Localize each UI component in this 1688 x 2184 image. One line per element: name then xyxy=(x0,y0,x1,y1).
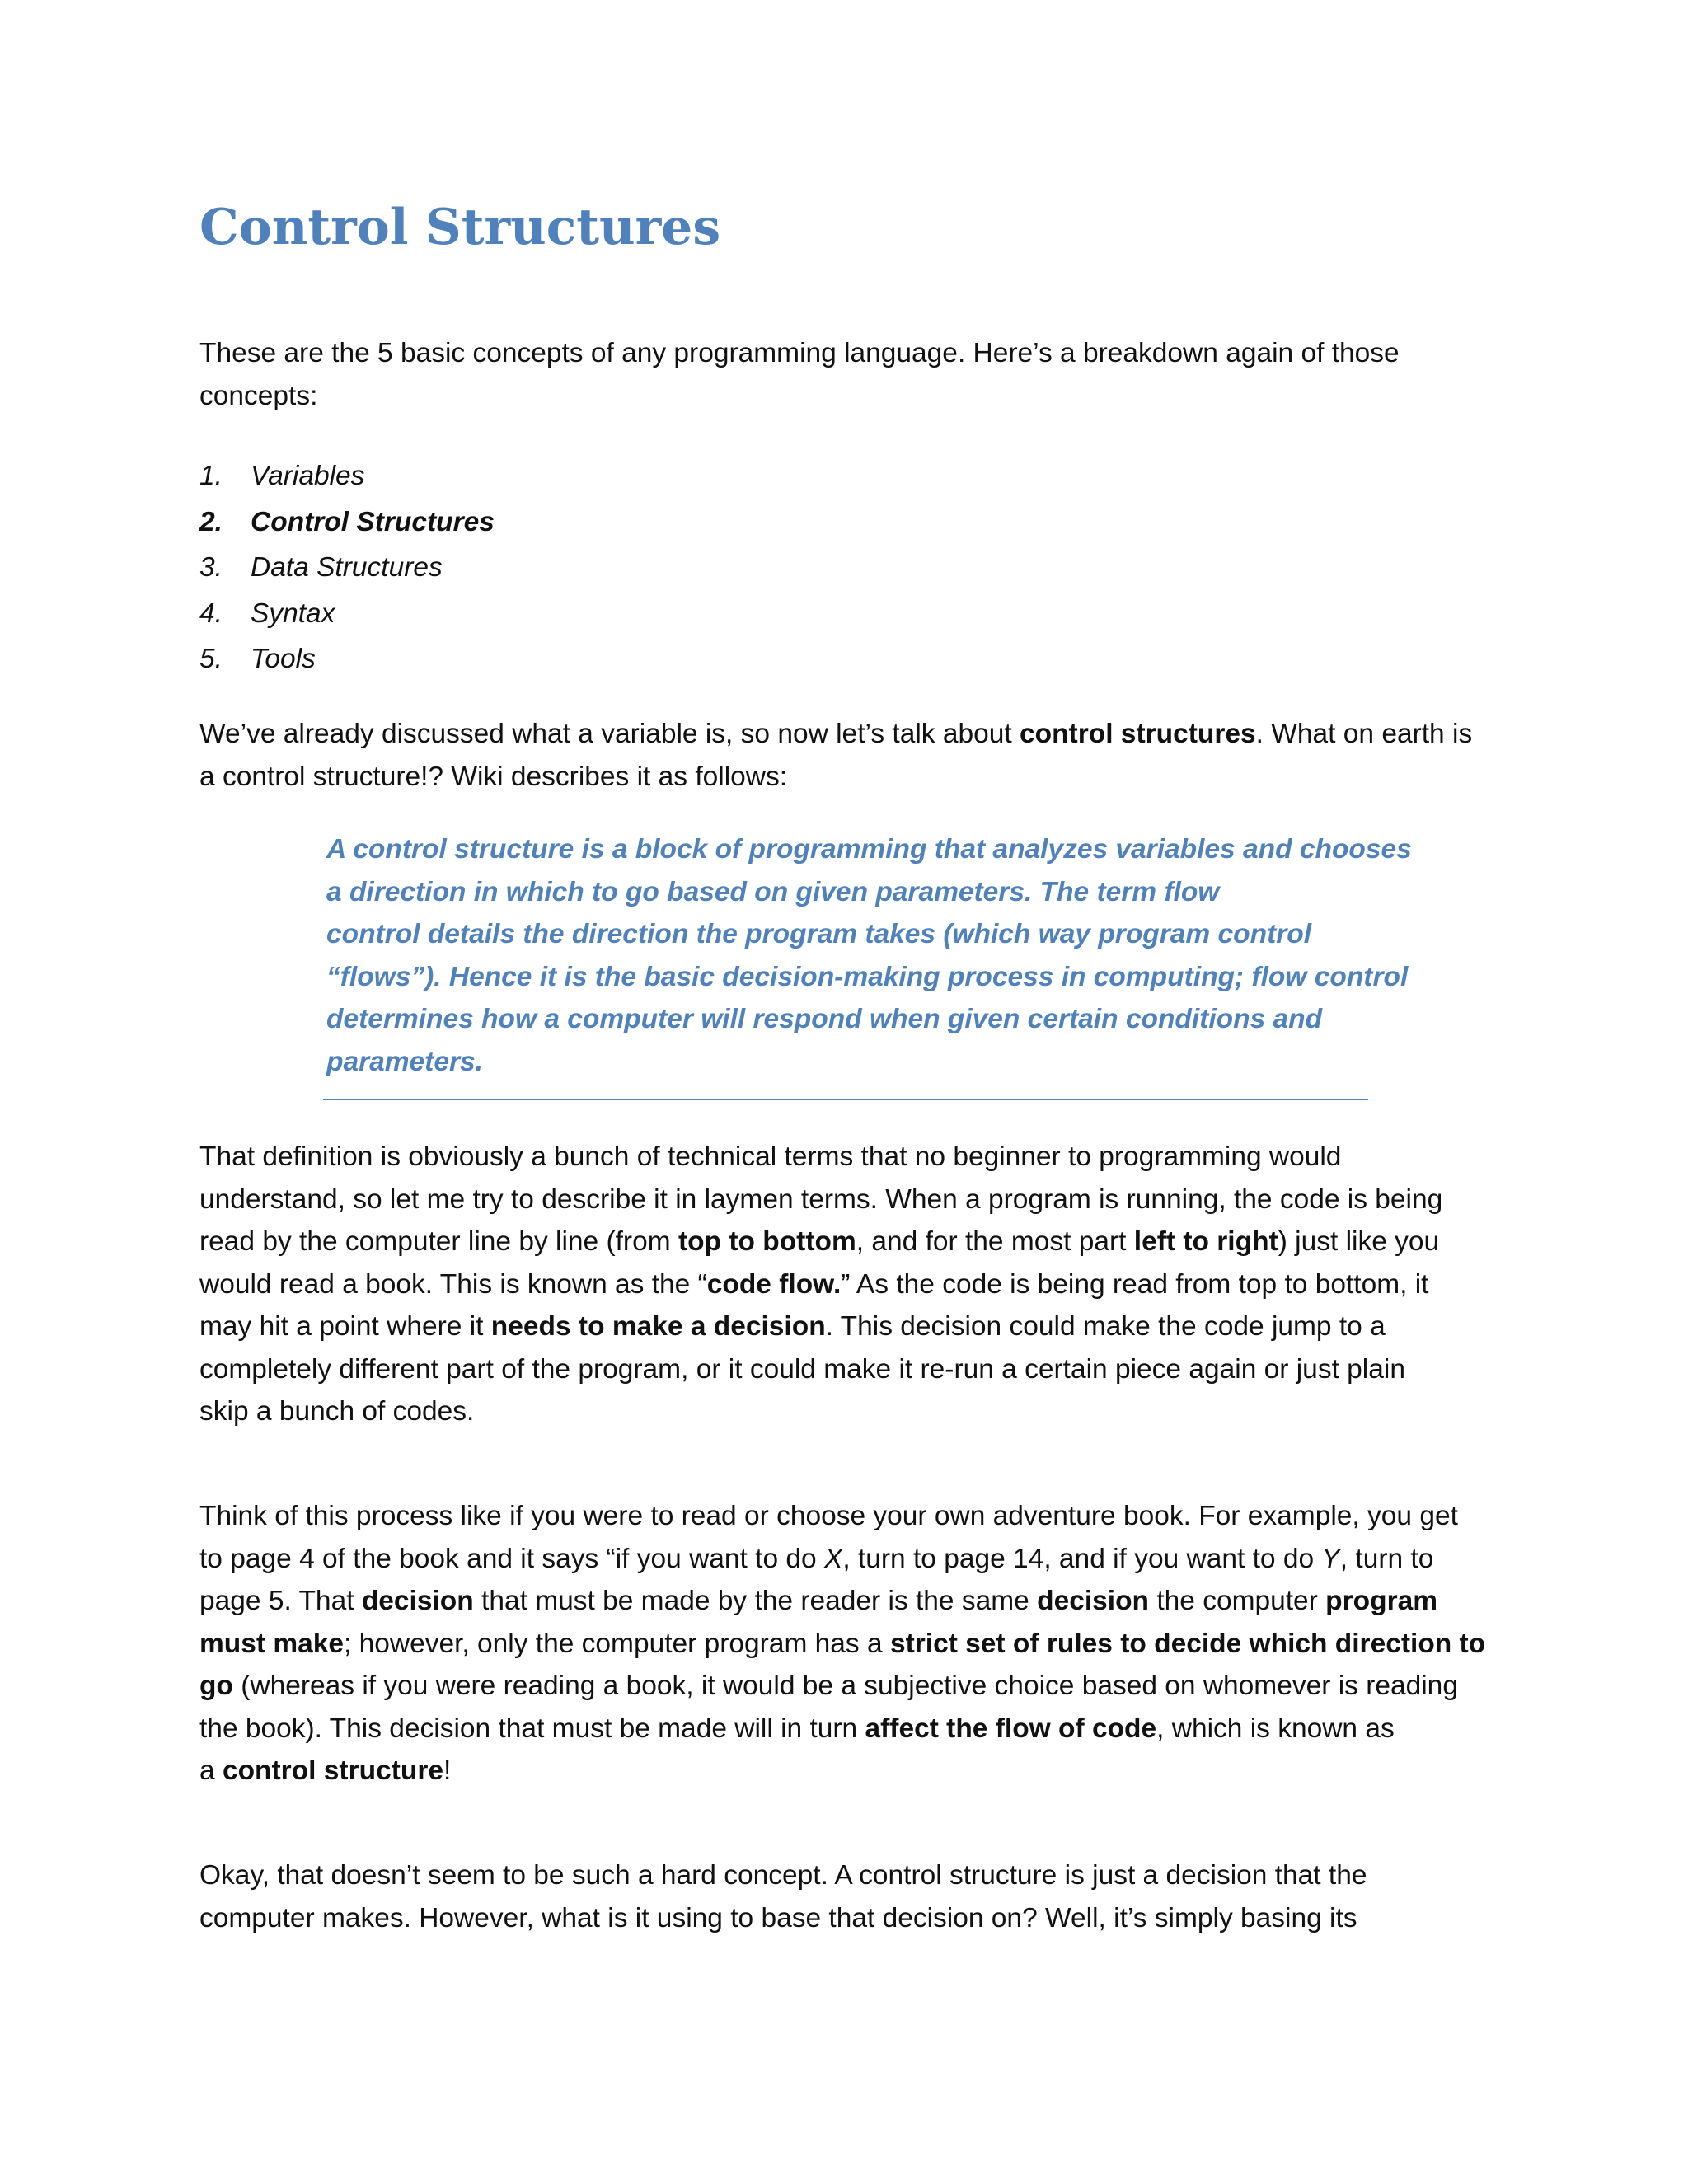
text-run: page 5. That xyxy=(199,1586,362,1616)
bold-term: control structures xyxy=(1019,719,1256,749)
quote-line: A control structure is a block of programming that analyzes variables and chooses xyxy=(326,834,1412,865)
intro-paragraph xyxy=(199,332,1485,417)
list-item xyxy=(199,453,495,499)
text-run: , and for the most part xyxy=(856,1226,1134,1257)
list-item-label: Data Structures xyxy=(251,552,443,583)
text-line: Okay, that doesn’t seem to be such a hard concept. A control structure is just a decision that the xyxy=(199,1860,1367,1891)
concepts-list xyxy=(199,453,495,682)
paragraph-decision-basis xyxy=(199,1854,1485,1939)
text-run: that must be made by the reader is the same xyxy=(473,1586,1038,1616)
text-run: a xyxy=(199,1755,223,1786)
text-line: computer makes. However, what is it using to base that decision on? Well, it’s simply basing its xyxy=(199,1902,1357,1933)
list-item xyxy=(199,591,495,637)
text-run: , which is known as xyxy=(1156,1713,1395,1744)
bold-term: affect the flow of code xyxy=(865,1713,1157,1744)
list-item xyxy=(199,636,495,682)
list-item-label: Syntax xyxy=(251,598,335,629)
text-line: skip a bunch of codes. xyxy=(199,1396,475,1427)
text-line xyxy=(199,1263,1485,1306)
bold-term: control structure xyxy=(222,1755,443,1786)
text-run: ! xyxy=(443,1755,452,1786)
text-line: These are the 5 basic concepts of any programming language. Here’s a breakdown again of those xyxy=(199,338,1400,368)
list-item-number: 2. xyxy=(199,506,223,537)
list-item-number: 4. xyxy=(199,598,223,629)
bold-term: go xyxy=(199,1671,233,1701)
italic-term: Y xyxy=(1321,1543,1340,1574)
text-run: We’ve already discussed what a variable is, so now let’s talk about xyxy=(199,719,1020,749)
bold-term: decision xyxy=(361,1586,474,1616)
text-line xyxy=(199,1305,1485,1348)
quote-line: parameters. xyxy=(326,1046,483,1077)
bold-term: must make xyxy=(199,1628,345,1659)
bold-term: strict set of rules to decide which direction to xyxy=(889,1628,1486,1659)
quote-line: a direction in which to go based on given parameters. The term flow xyxy=(326,876,1220,907)
bold-term: program xyxy=(1325,1586,1438,1616)
text-line xyxy=(199,1750,1485,1793)
list-item-label: Control Structures xyxy=(251,506,495,537)
text-line: a control structure!? Wiki describes it as follows: xyxy=(199,761,788,792)
list-item-label: Variables xyxy=(251,461,365,491)
bold-term: needs to make a decision xyxy=(490,1311,826,1342)
list-item xyxy=(199,545,495,591)
text-run: would read a book. This is known as the “ xyxy=(199,1268,707,1300)
text-run: to page 4 of the book and it says “if you want to do xyxy=(199,1543,824,1574)
wiki-quote xyxy=(326,828,1412,1083)
text-run: ) just like you xyxy=(1278,1226,1440,1257)
text-line: concepts: xyxy=(199,380,318,411)
bold-term: decision xyxy=(1037,1586,1150,1616)
list-item-number: 5. xyxy=(199,644,223,674)
text-run: read by the computer line by line (from xyxy=(199,1226,678,1257)
text-run: . What on earth is xyxy=(1255,719,1473,749)
text-line xyxy=(199,1623,1485,1666)
bold-term: code flow. xyxy=(706,1268,842,1300)
text-run: the computer xyxy=(1149,1586,1326,1616)
text-run: (whereas if you were reading a book, it would be a subjective choice based on whomever is reading xyxy=(232,1671,1458,1701)
text-line xyxy=(199,1708,1485,1750)
text-line: understand, so let me try to describe it in laymen terms. When a program is running, the code is being xyxy=(199,1183,1443,1215)
text-run: the book). This decision that must be made will in turn xyxy=(199,1713,865,1744)
text-run: , turn to page 14, and if you want to do xyxy=(842,1543,1322,1574)
bold-term: top to bottom xyxy=(678,1226,856,1257)
text-line xyxy=(199,1538,1485,1581)
quote-line: control details the direction the program takes (which way program control xyxy=(326,919,1312,949)
paragraph-control-structures-intro xyxy=(199,713,1485,798)
quote-line: “flows”). Hence it is the basic decision-making process in computing; flow control xyxy=(326,961,1409,992)
italic-term: X xyxy=(823,1543,843,1574)
text-run: . This decision could make the code jump to a xyxy=(825,1311,1386,1342)
bold-term: left to right xyxy=(1133,1226,1278,1257)
text-run: ” As the code is being read from top to bottom, it xyxy=(841,1268,1429,1300)
text-line xyxy=(199,1221,1485,1263)
quote-divider xyxy=(323,1099,1368,1100)
list-item xyxy=(199,499,495,546)
quote-line: determines how a computer will respond when given certain conditions and xyxy=(326,1004,1323,1034)
text-line: completely different part of the program, or it could make it re-run a certain piece again or just plain xyxy=(199,1353,1405,1385)
text-run: , turn to xyxy=(1339,1543,1434,1574)
text-line xyxy=(199,1580,1485,1623)
text-run: may hit a point where it xyxy=(199,1311,491,1342)
text-line xyxy=(199,1665,1485,1708)
paragraph-adventure-book xyxy=(199,1495,1485,1793)
list-item-label: Tools xyxy=(251,644,316,674)
text-run: ; however, only the computer program has a xyxy=(344,1628,890,1659)
list-item-number: 1. xyxy=(199,461,223,491)
page-title: Control Structures xyxy=(199,199,721,256)
text-line: Think of this process like if you were to read or choose your own adventure book. For example, you get xyxy=(199,1501,1458,1531)
paragraph-definition-explained xyxy=(199,1136,1485,1433)
text-line: That definition is obviously a bunch of technical terms that no beginner to programming would xyxy=(199,1141,1342,1172)
text-line xyxy=(199,713,1485,756)
list-item-number: 3. xyxy=(199,552,223,583)
